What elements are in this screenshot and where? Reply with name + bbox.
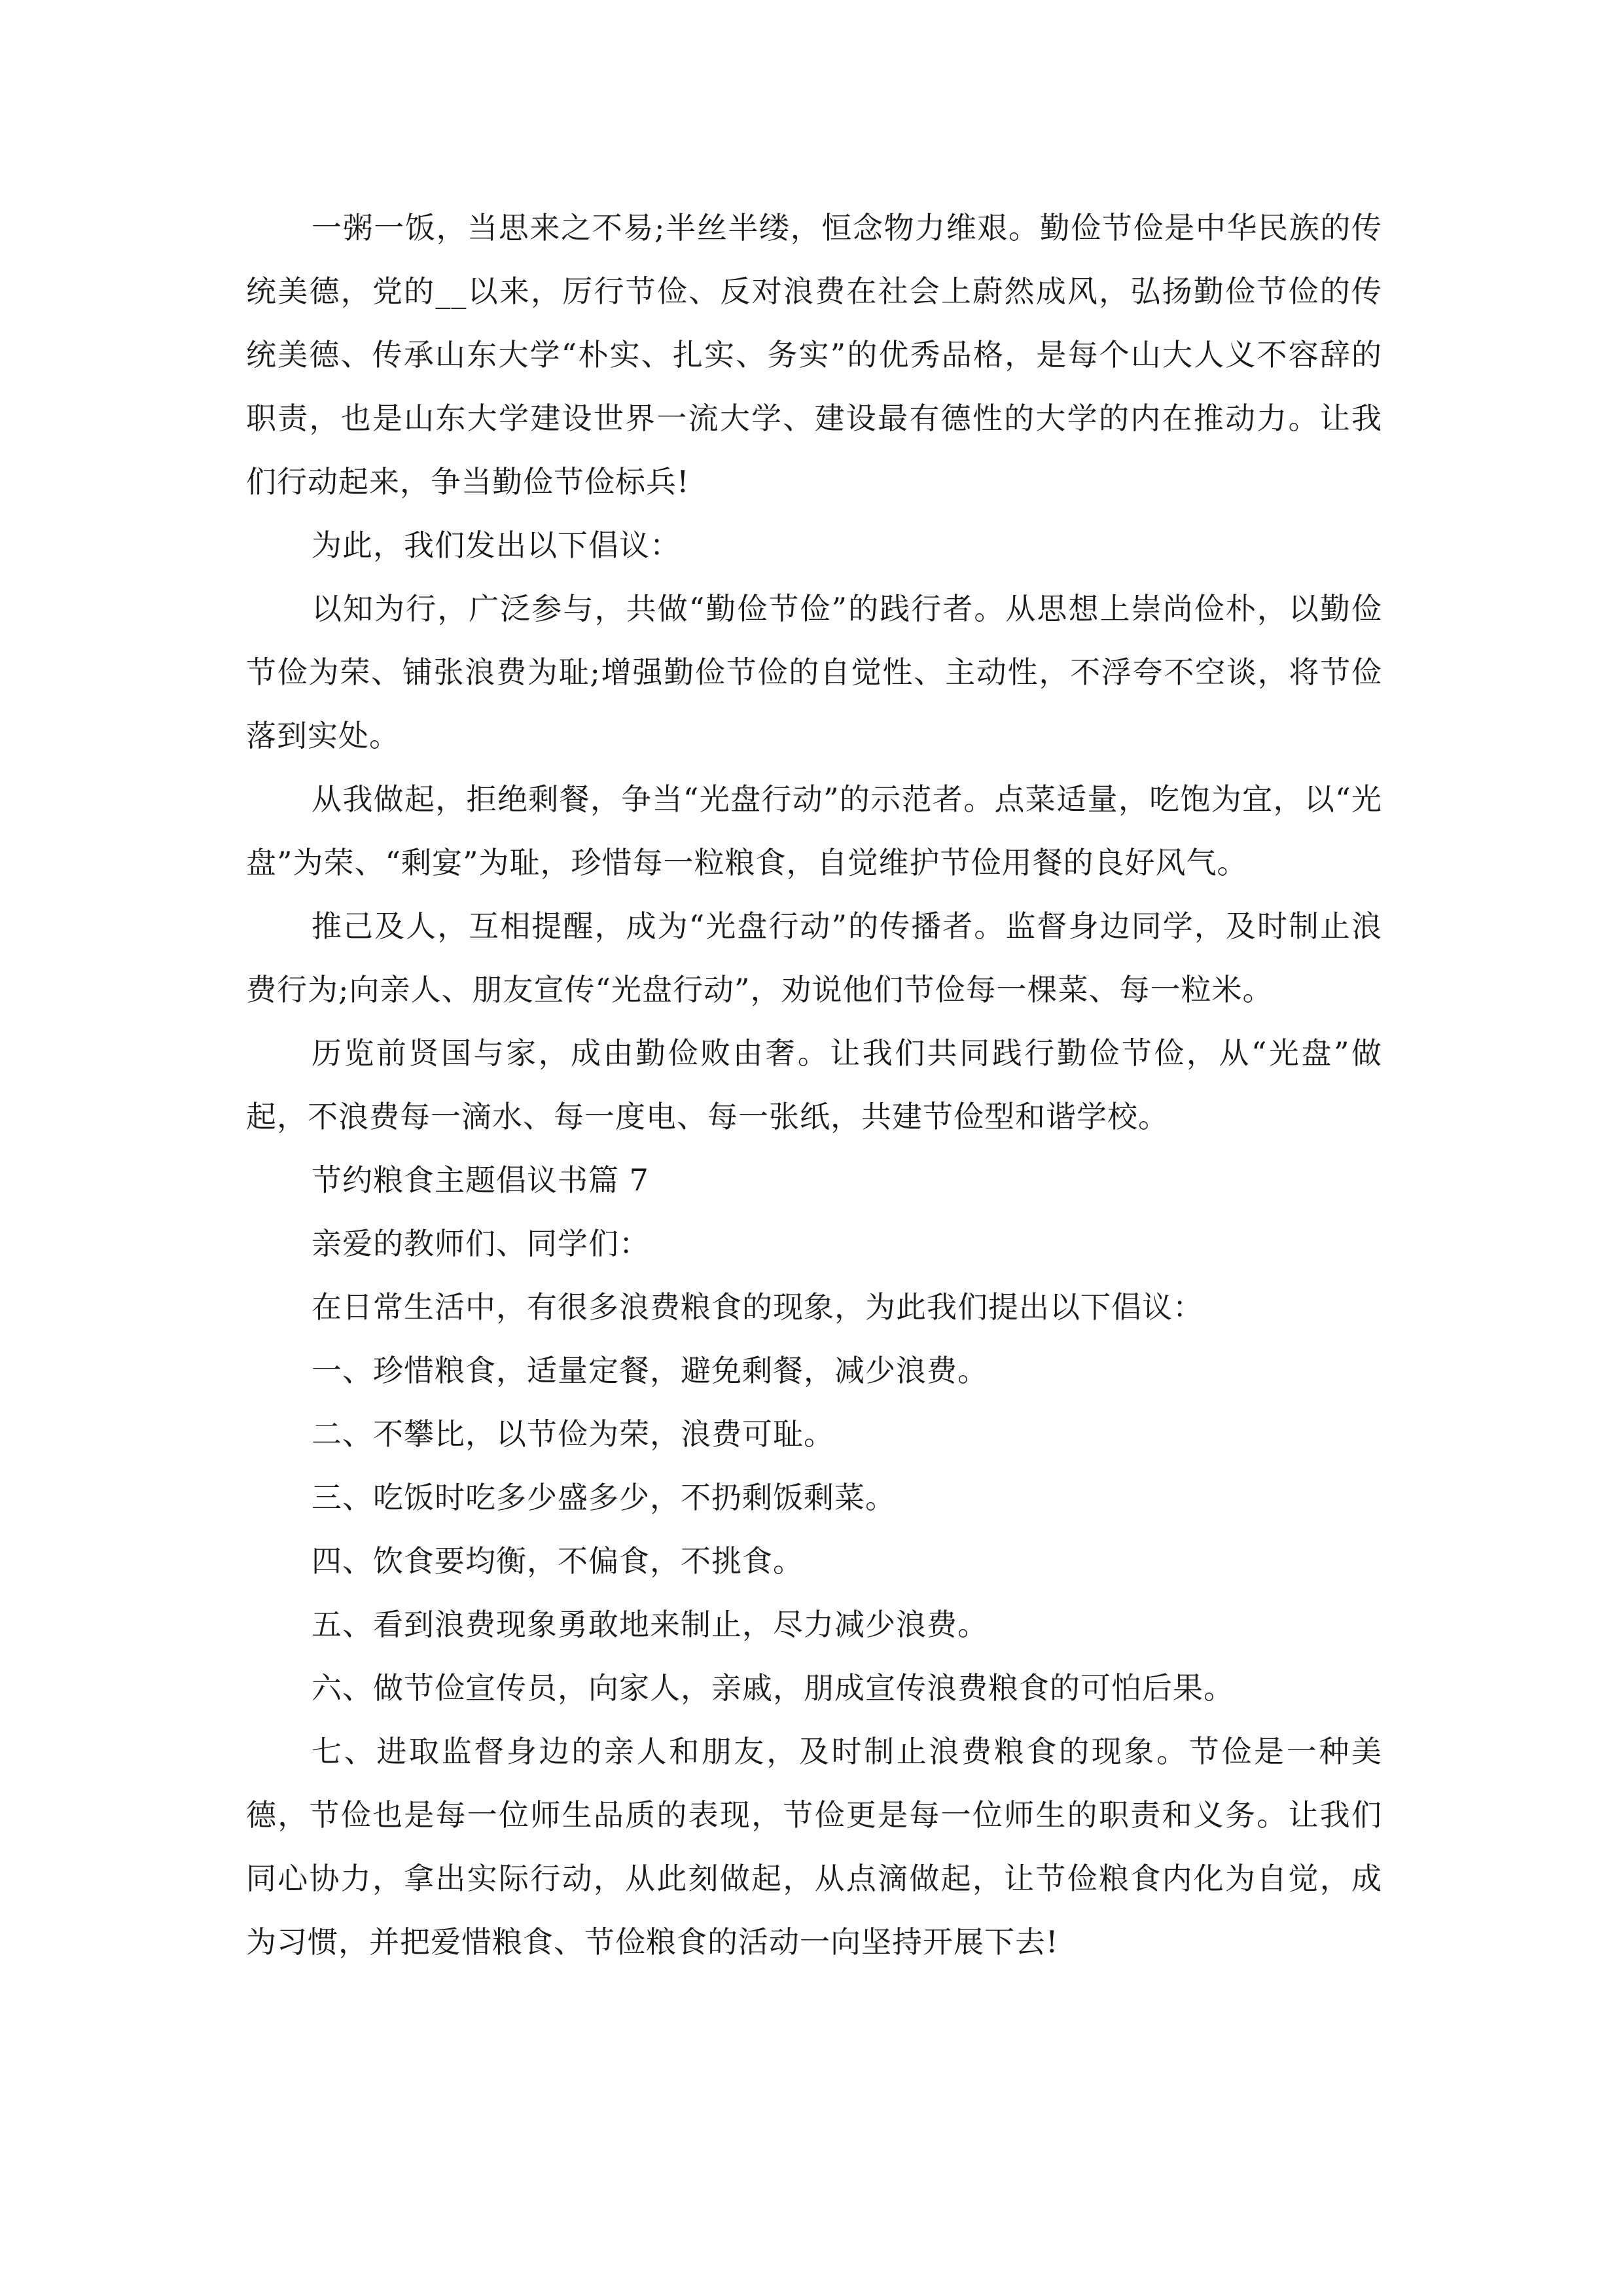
list-item-3: 三、吃饭时吃多少盛多少，不扔剩饭剩菜。 [312,1480,896,1515]
list-item-7: 七、进取监督身边的亲人和朋友，及时制止浪费粮食的现象。节俭是一种美德，节俭也是每一位师生品质的表现，节俭更是每一位师生的职责和义务。让我们同心协力，拿出实际行动，从此刻做起，从点滴做起，让节俭粮食内化为自觉，成为习惯，并把爱惜粮食、节俭粮食的活动一向坚持开展下去! [246,1734,1382,1960]
paragraph-intro: 一粥一饭，当思来之不易;半丝半缕，恒念物力维艰。勤俭节俭是中华民族的传统美德，党的__以来，厉行节俭、反对浪费在社会上蔚然成风，弘扬勤俭节俭的传统美德、传承山东大学“朴实、扎实、务实”的优秀品格，是每个山大人义不容辞的职责，也是山东大学建设世界一流大学、建设最有德性的大学的内在推动力。让我们行动起来，争当勤俭节俭标兵! [246,210,1382,499]
list-item-6: 六、做节俭宣传员，向家人，亲戚，朋成宣传浪费粮食的可怕后果。 [312,1670,1234,1706]
paragraph-proposal-3: 推己及人，互相提醒，成为“光盘行动”的传播者。监督身边同学，及时制止浪费行为;向亲人、朋友宣传“光盘行动”，劝说他们节俭每一棵菜、每一粒米。 [246,908,1382,1007]
list-item-5: 五、看到浪费现象勇敢地来制止，尽力减少浪费。 [312,1607,988,1642]
document-body [246,196,1382,1974]
list-item-2: 二、不攀比，以节俭为荣，浪费可耻。 [312,1416,834,1452]
salutation: 亲爱的教师们、同学们： [312,1226,650,1261]
section-heading: 节约粮食主题倡议书篇 7 [312,1162,649,1198]
paragraph-proposal-1: 以知为行，广泛参与，共做“勤俭节俭”的践行者。从思想上崇尚俭朴，以勤俭节俭为荣、铺张浪费为耻;增强勤俭节俭的自觉性、主动性，不浮夸不空谈，将节俭落到实处。 [246,591,1382,753]
list-item-1: 一、珍惜粮食，适量定餐，避免剩餐，减少浪费。 [312,1353,988,1388]
list-item-4: 四、饮食要均衡，不偏食，不挑食。 [312,1543,804,1579]
paragraph-closing: 历览前贤国与家，成由勤俭败由奢。让我们共同践行勤俭节俭，从“光盘”做起，不浪费每一滴水、每一度电、每一张纸，共建节俭型和谐学校。 [246,1035,1382,1134]
paragraph-lead-in: 在日常生活中，有很多浪费粮食的现象，为此我们提出以下倡议： [312,1289,1204,1325]
paragraph-proposal-lead: 为此，我们发出以下倡议： [312,528,681,563]
paragraph-proposal-2: 从我做起，拒绝剩餐，争当“光盘行动”的示范者。点菜适量，吃饱为宜，以“光盘”为荣、“剩宴”为耻，珍惜每一粒粮食，自觉维护节俭用餐的良好风气。 [246,781,1382,880]
